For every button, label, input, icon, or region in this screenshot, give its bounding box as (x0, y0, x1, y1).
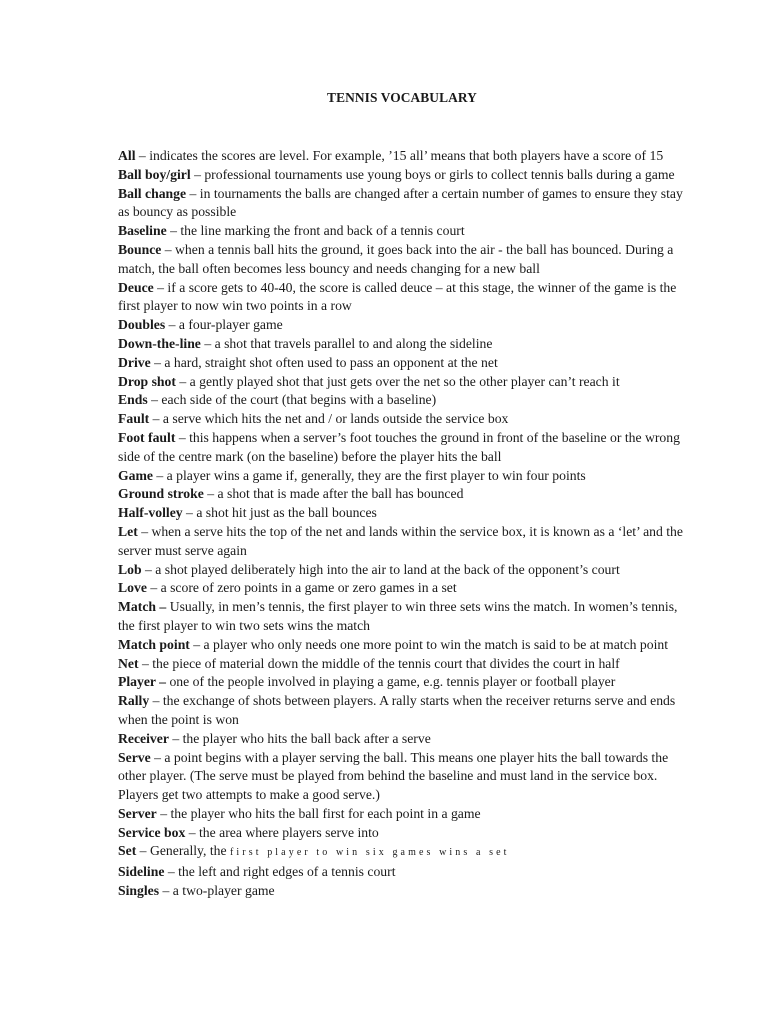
vocabulary-entry (118, 222, 692, 241)
vocabulary-entry (118, 692, 692, 730)
entry-separator: – (136, 843, 150, 859)
entry-term: Foot fault (118, 429, 176, 445)
vocabulary-entry (118, 279, 692, 317)
entry-definition: a player wins a game if, generally, they are the first player to win four points (166, 467, 586, 483)
entry-separator: – (152, 467, 167, 483)
vocabulary-entry (118, 429, 692, 467)
entry-term: Match point (118, 636, 190, 652)
entry-definition: one of the people involved in playing a game, e.g. tennis player or football player (169, 674, 616, 690)
entry-separator: – (153, 279, 168, 295)
entry-separator: – (166, 223, 181, 239)
vocabulary-entry (118, 410, 692, 429)
entry-definition: this happens when a server’s foot touches the ground in front of the baseline or the wrong side of the centre mark (on the baseline) before the player hits the ball (118, 429, 680, 464)
entry-term: Server (118, 805, 157, 821)
entry-term: Fault (118, 411, 150, 427)
entry-term: Down-the-line (118, 335, 201, 351)
entry-term: Bounce (118, 241, 162, 257)
vocabulary-entry (118, 241, 692, 279)
entry-definition: a player who only needs one more point to win the match is said to be at match point (203, 636, 669, 652)
vocabulary-entry (118, 636, 692, 655)
vocabulary-entry (118, 579, 692, 598)
entry-definition: professional tournaments use young boys or girls to collect tennis balls during a game (204, 166, 675, 182)
entry-term: Net (118, 655, 139, 671)
page-title: TENNIS VOCABULARY (327, 90, 477, 105)
entry-separator: – (182, 505, 197, 521)
entry-definition: a shot hit just as the ball bounces (196, 505, 377, 521)
entry-definition: a serve which hits the net and / or lands outside the service box (162, 411, 509, 427)
vocabulary-list (118, 147, 692, 901)
entry-separator: – (138, 655, 153, 671)
entry-separator: – (150, 354, 165, 370)
entry-separator: – (190, 166, 205, 182)
entry-term: Receiver (118, 730, 169, 746)
vocabulary-entry (118, 561, 692, 580)
vocabulary-entry (118, 730, 692, 749)
entry-definition: each side of the court (that begins with a baseline) (161, 392, 437, 408)
entry-definition: a four-player game (178, 317, 283, 333)
entry-definition: the area where players serve into (198, 824, 379, 840)
entry-term: Ball boy/girl (118, 166, 191, 182)
entry-definition: Usually, in men’s tennis, the first player to win three sets wins the match. In women’s tennis, the first player to win two sets wins the match (118, 599, 678, 633)
entry-term: All (118, 148, 136, 163)
vocabulary-entry (118, 882, 692, 901)
vocabulary-entry (118, 504, 692, 523)
entry-term: Player – (118, 674, 167, 690)
entry-separator: – (175, 373, 190, 389)
vocabulary-entry (118, 805, 692, 824)
entry-definition: when a tennis ball hits the ground, it goes back into the air - the ball has bounced. During a match, the ball often becomes less bouncy and needs changing for a new ball (118, 241, 674, 276)
entry-definition: indicates the scores are level. For example, ’15 all’ means that both players have a score of 15 (149, 148, 664, 163)
entry-term: Deuce (118, 279, 154, 295)
entry-definition: a hard, straight shot often used to pass an opponent at the net (164, 354, 498, 370)
entry-term: Let (118, 523, 138, 539)
entry-term: Game (118, 467, 153, 483)
entry-definition: if a score gets to 40-40, the score is called deuce – at this stage, the winner of the game is the first player to now win two points in a row (118, 279, 677, 314)
entry-separator: – (149, 693, 163, 709)
entry-definition: Generally, the (149, 843, 227, 859)
entry-separator: – (186, 185, 200, 201)
vocabulary-entry (118, 485, 692, 504)
entry-definition: a shot played deliberately high into the air to land at the back of the opponent’s court (155, 561, 620, 577)
vocabulary-entry (118, 185, 692, 223)
entry-term: Set (118, 843, 137, 859)
entry-definition: a shot that travels parallel to and along the sideline (214, 335, 493, 351)
entry-term: Love (118, 580, 147, 596)
entry-separator: – (161, 241, 176, 257)
entry-separator: – (189, 636, 204, 652)
vocabulary-entry (118, 655, 692, 674)
vocabulary-entry (118, 316, 692, 335)
entry-separator: – (147, 392, 162, 408)
entry-separator: – (146, 580, 161, 596)
entry-separator: – (168, 730, 183, 746)
entry-definition: the line marking the front and back of a tennis court (180, 223, 465, 239)
entry-separator: – (203, 486, 218, 502)
entry-definition: the piece of material down the middle of the tennis court that divides the court in half (152, 655, 620, 671)
entry-term: Match – (118, 599, 167, 615)
entry-definition: the exchange of shots between players. A rally starts when the receiver returns serve and ends when the point is won (118, 693, 676, 727)
entry-definition-spaced: first player to win six games wins a set (230, 847, 510, 859)
entry-term: Sideline (118, 864, 165, 880)
entry-separator: – (175, 429, 190, 445)
entry-term: Ball change (118, 185, 187, 201)
entry-term: Serve (118, 749, 151, 765)
vocabulary-entry (118, 335, 692, 354)
entry-term: Drive (118, 354, 151, 370)
entry-separator: – (156, 805, 171, 821)
entry-term: Singles (118, 883, 160, 899)
entry-term: Service box (118, 824, 186, 840)
entry-definition: a two-player game (172, 883, 275, 899)
entry-separator: – (164, 864, 179, 880)
vocabulary-entry (118, 147, 692, 166)
vocabulary-entry (118, 354, 692, 373)
entry-definition: in tournaments the balls are changed after a certain number of games to ensure they stay as bouncy as possible (118, 185, 683, 220)
entry-term: Rally (118, 693, 150, 709)
vocabulary-entry (118, 523, 692, 561)
entry-separator: – (137, 523, 152, 539)
entry-separator: – (141, 561, 156, 577)
entry-definition: a score of zero points in a game or zero games in a set (160, 580, 457, 596)
entry-separator: – (135, 148, 150, 163)
vocabulary-entry (118, 842, 692, 863)
entry-separator: – (149, 411, 163, 427)
entry-term: Doubles (118, 317, 166, 333)
entry-term: Drop shot (118, 373, 176, 389)
entry-separator: – (200, 335, 215, 351)
entry-definition: a point begins with a player serving the ball. This means one player hits the ball towards the other player. (The serve must be played from behind the baseline and must land in the service box. Players get two attempts to make a good serve.) (118, 749, 669, 803)
entry-definition: the player who hits the ball back after a serve (182, 730, 431, 746)
entry-definition: a shot that is made after the ball has bounced (217, 486, 464, 502)
entry-term: Ends (118, 392, 148, 408)
entry-term: Ground stroke (118, 486, 204, 502)
entry-definition: when a serve hits the top of the net and lands within the service box, it is known as a ‘let’ and the server must serve again (118, 523, 683, 558)
vocabulary-entry (118, 749, 692, 805)
vocabulary-entry (118, 391, 692, 410)
vocabulary-entry (118, 824, 692, 843)
entry-term: Baseline (118, 223, 167, 239)
entry-separator: – (185, 824, 199, 840)
vocabulary-entry (118, 673, 692, 692)
entry-definition: the player who hits the ball first for each point in a game (170, 805, 481, 821)
vocabulary-entry (118, 598, 692, 636)
entry-separator: – (165, 317, 179, 333)
vocabulary-entry (118, 166, 692, 185)
vocabulary-entry (118, 467, 692, 486)
entry-separator: – (159, 883, 173, 899)
vocabulary-entry (118, 373, 692, 392)
entry-definition: the left and right edges of a tennis court (178, 864, 396, 880)
entry-term: Lob (118, 561, 142, 577)
entry-separator: – (150, 749, 165, 765)
vocabulary-entry (118, 863, 692, 882)
entry-term: Half-volley (118, 505, 183, 521)
entry-definition: a gently played shot that just gets over the net so the other player can’t reach it (189, 373, 620, 389)
